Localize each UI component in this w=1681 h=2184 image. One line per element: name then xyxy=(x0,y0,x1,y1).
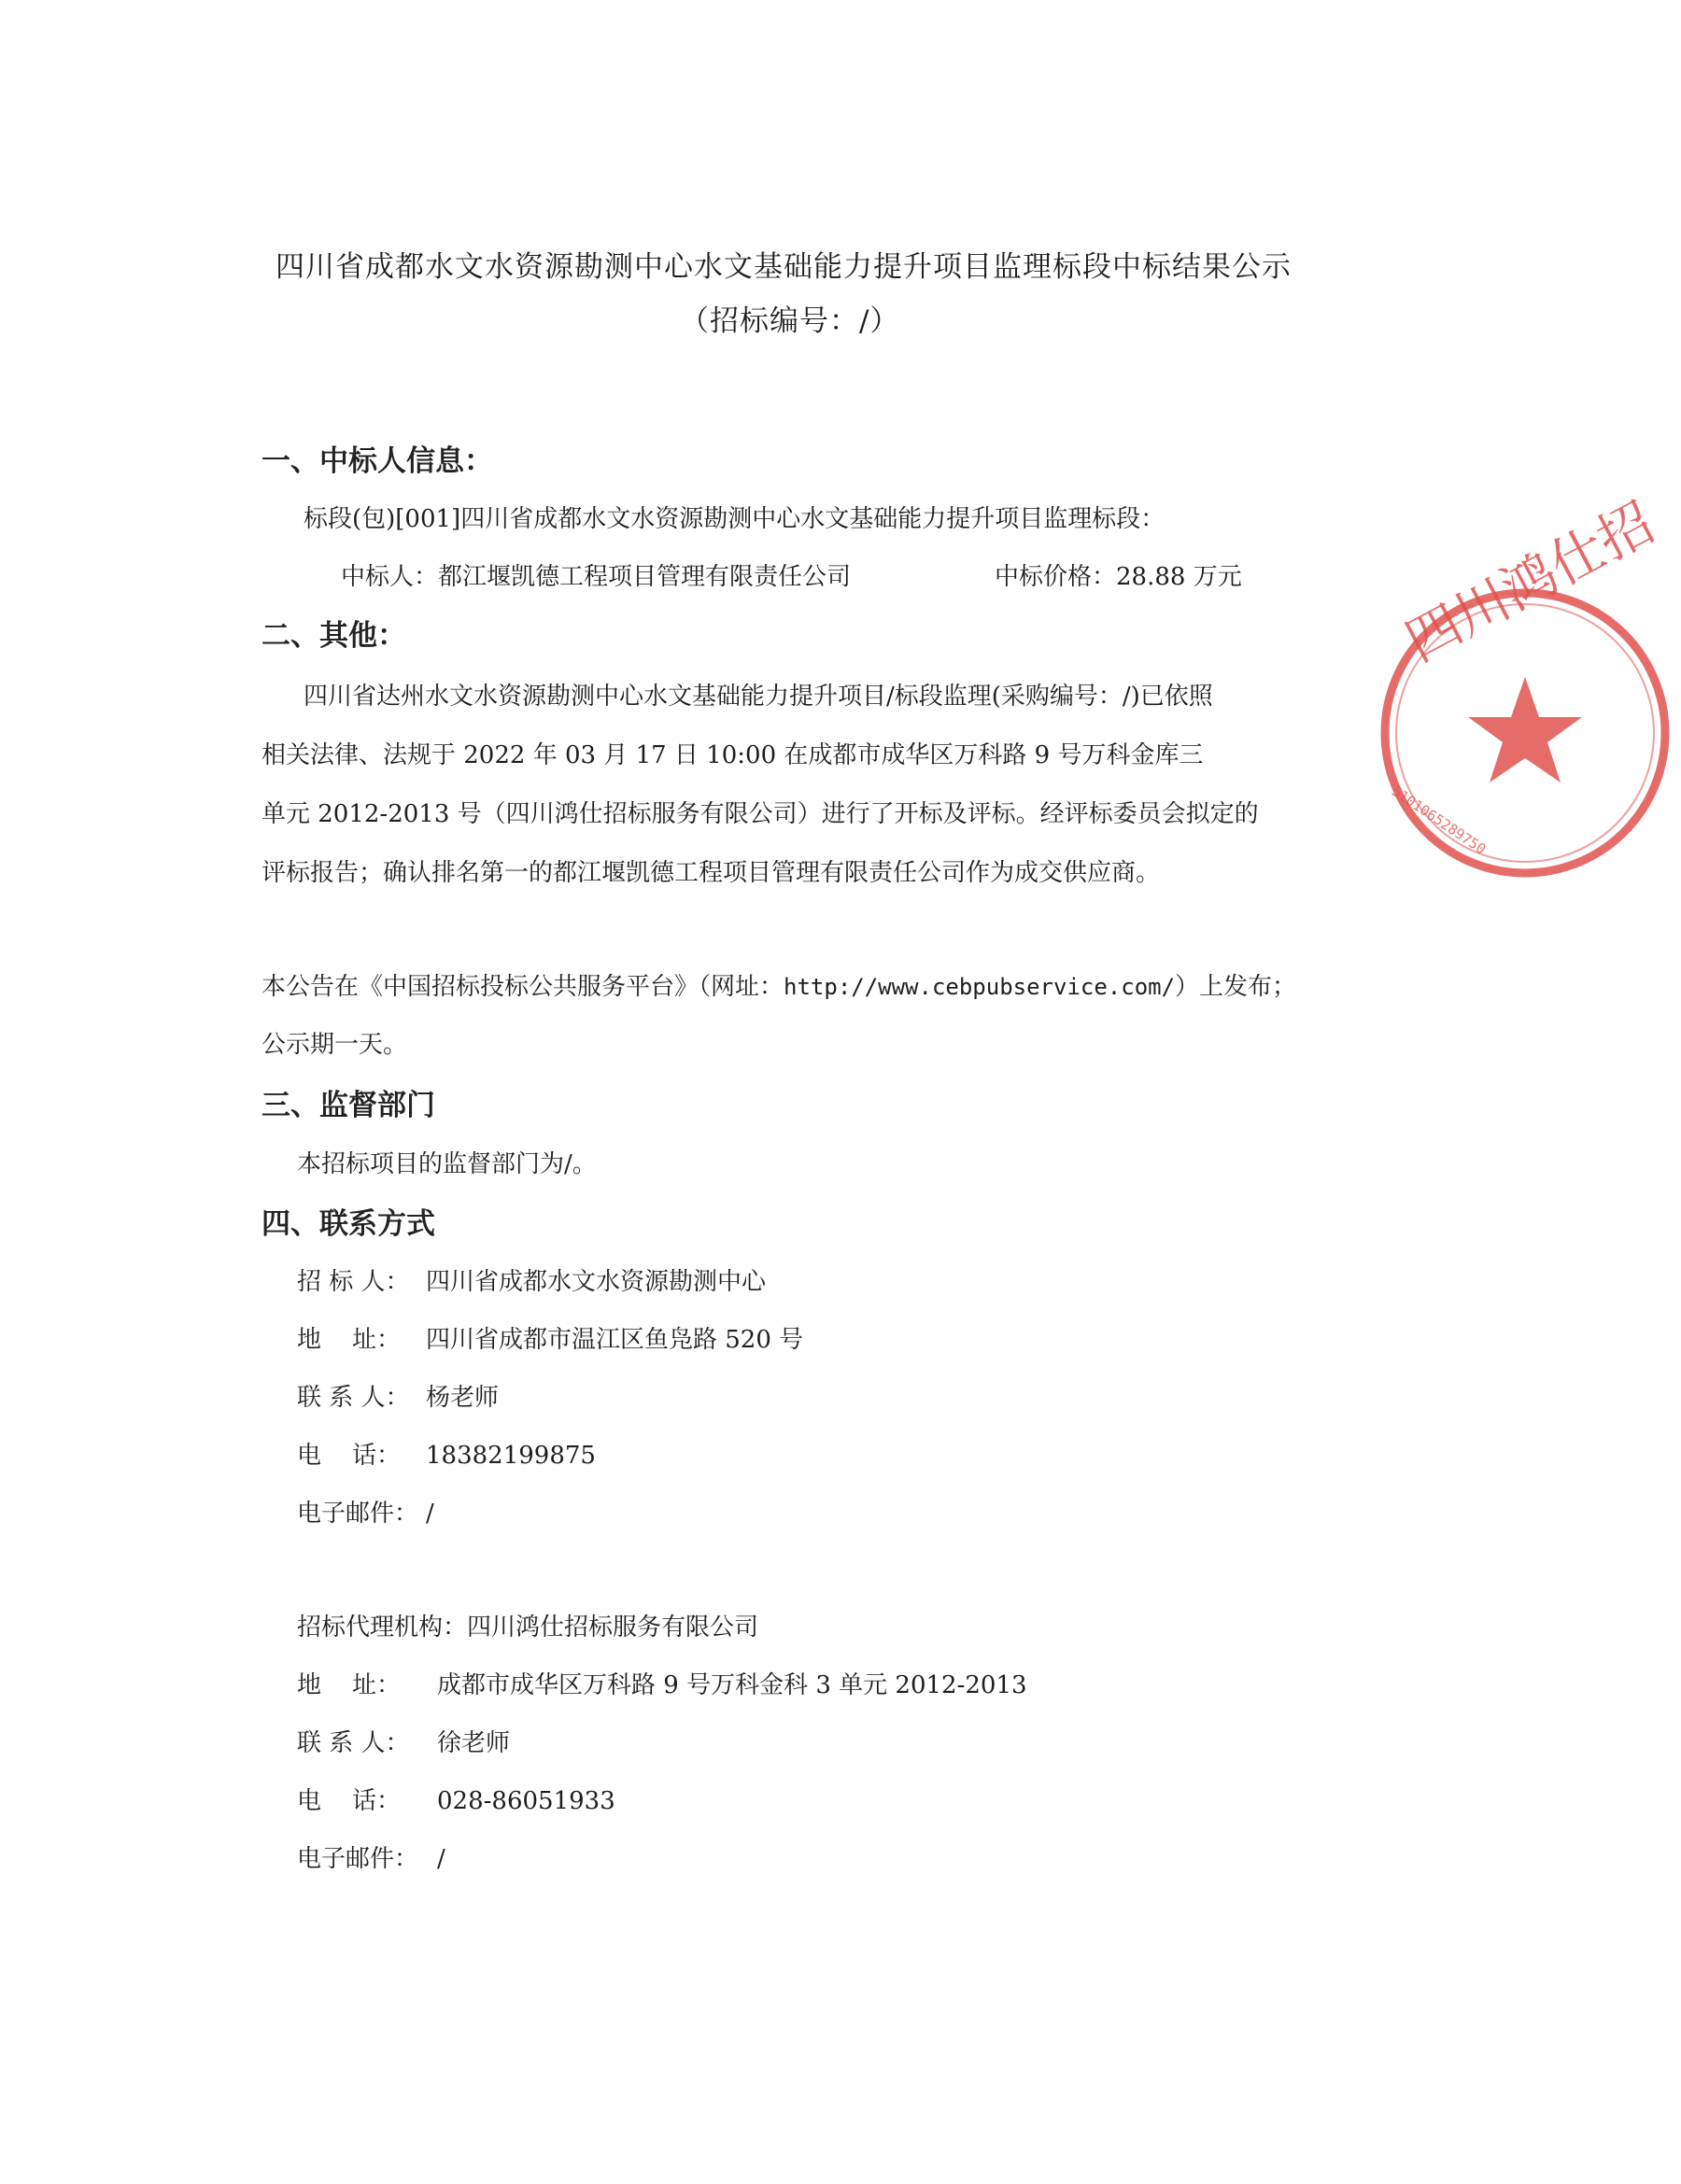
winner-name: 中标人：都江堰凯德工程项目管理有限责任公司 xyxy=(341,563,852,591)
agency-name-row xyxy=(297,1608,758,1642)
publish-notice-line xyxy=(261,967,1296,1002)
package-line: 标段(包)[001]四川省成都水文水资源勘测中心水文基础能力提升项目监理标段： xyxy=(304,505,1165,533)
section-heading-supervision: 三、监督部门 xyxy=(261,1089,435,1122)
field-value: 徐老师 xyxy=(437,1729,511,1757)
field-value: / xyxy=(437,1845,445,1873)
tenderer-address-row xyxy=(297,1320,803,1355)
field-value: / xyxy=(426,1500,434,1528)
field-value: 杨老师 xyxy=(426,1384,500,1412)
paragraph-line: 单元 2012-2013 号（四川鸿仕招标服务有限公司）进行了开标及评标。经评标委员会拟定的 xyxy=(261,800,1259,828)
agency-phone-row xyxy=(297,1782,615,1816)
document-title: 四川省成都水文水资源勘测中心水文基础能力提升项目监理标段中标结果公示 xyxy=(275,250,1292,284)
agency-address-row xyxy=(297,1666,1027,1700)
seal-number: 5101065289750 xyxy=(1388,782,1490,858)
field-value: 成都市成华区万科路 9 号万科金科 3 单元 2012-2013 xyxy=(437,1671,1027,1699)
publish-notice-text-end: ）上发布； xyxy=(1175,973,1297,1001)
field-label: 电 话： xyxy=(297,1787,402,1815)
platform-url: http://www.cebpubservice.com/ xyxy=(784,974,1176,1000)
tenderer-phone-row xyxy=(297,1436,596,1471)
field-value: 18382199875 xyxy=(426,1442,596,1470)
field-label: 地 址： xyxy=(297,1671,402,1699)
field-label: 地 址： xyxy=(297,1326,402,1354)
field-label: 联 系 人： xyxy=(297,1384,410,1412)
agency-contact-row xyxy=(297,1724,510,1758)
paragraph-line: 评标报告；确认排名第一的都江堰凯德工程项目管理有限责任公司作为成交供应商。 xyxy=(261,859,1161,887)
field-value: 四川省成都水文水资源勘测中心 xyxy=(426,1268,767,1296)
field-label: 电 话： xyxy=(297,1442,402,1470)
field-value: 028-86051933 xyxy=(437,1787,615,1815)
field-label: 电子邮件： xyxy=(297,1845,419,1873)
winning-price: 中标价格：28.88 万元 xyxy=(995,563,1242,591)
field-label: 招标代理机构： xyxy=(297,1613,468,1642)
section-heading-other: 二、其他： xyxy=(261,619,406,653)
publish-notice-text: 本公告在《中国招标投标公共服务平台》（网址： xyxy=(261,973,784,1001)
agency-email-row xyxy=(297,1839,445,1874)
publicity-period: 公示期一天。 xyxy=(261,1031,408,1059)
paragraph-line: 相关法律、法规于 2022 年 03 月 17 日 10:00 在成都市成华区万科路 9 号万科金库三 xyxy=(261,741,1204,769)
supervision-text: 本招标项目的监督部门为/。 xyxy=(297,1150,597,1178)
tender-number: （招标编号：/） xyxy=(680,304,900,338)
field-value: 四川省成都市温江区鱼凫路 520 号 xyxy=(426,1326,804,1354)
paragraph-line: 四川省达州水文水资源勘测中心水文基础能力提升项目/标段监理(采购编号：/)已依照 xyxy=(304,683,1213,711)
field-label: 电子邮件： xyxy=(297,1500,419,1528)
field-label: 联 系 人： xyxy=(297,1729,410,1757)
tenderer-name-row xyxy=(297,1262,766,1297)
field-value: 四川鸿仕招标服务有限公司 xyxy=(467,1613,759,1642)
seal-text: 四川鸿仕招 xyxy=(1395,490,1665,674)
field-label: 招 标 人： xyxy=(297,1268,410,1296)
tenderer-contact-row xyxy=(297,1378,499,1413)
section-heading-winner-info: 一、中标人信息： xyxy=(261,444,493,478)
tenderer-email-row xyxy=(297,1494,434,1529)
section-heading-contact: 四、联系方式 xyxy=(261,1207,435,1241)
